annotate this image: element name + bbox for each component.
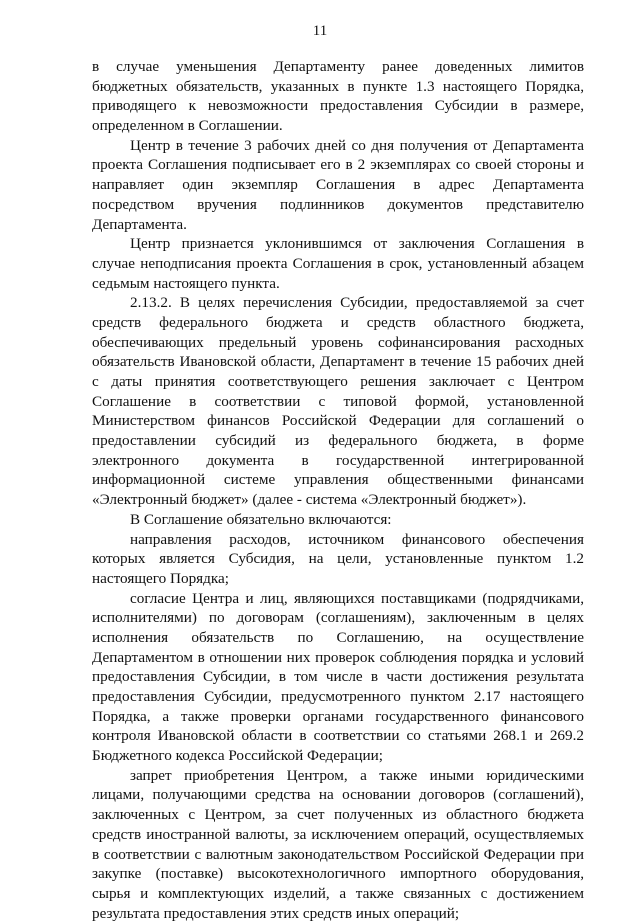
- text-line: 2.13.2. В целях перечисления Субсидии, предоставляемой за счет: [130, 294, 584, 312]
- document-body: [92, 57, 584, 923]
- paragraph: [92, 57, 584, 136]
- text-line: В Соглашение обязательно включаются:: [130, 510, 392, 528]
- text-line: Соглашение в соответствии с типовой формой, установленной: [92, 392, 584, 410]
- page-number: 11: [312, 23, 328, 39]
- text-line: которых является Субсидия, на цели, установленные пунктом 1.2: [92, 550, 584, 568]
- text-line: обеспечивающих предельный уровень софинансирования расходных: [92, 333, 584, 351]
- text-line: заключенных с Центром, за счет полученных из областного бюджета: [92, 806, 584, 824]
- text-line: проекта Соглашения подписывает его в 2 экземплярах со своей стороны и: [92, 156, 584, 174]
- text-line: предоставления Субсидии, в том числе в части достижения результата: [92, 668, 584, 686]
- text-line: запрет приобретения Центром, а также иными юридическими: [130, 766, 584, 784]
- paragraph: [92, 293, 584, 510]
- text-line: Департамента.: [92, 215, 187, 233]
- text-line: исполнения обязательств по Соглашению, на осуществление: [92, 628, 584, 646]
- text-line: исполнителями) по договорам (соглашениям), заключенным в целях: [92, 609, 584, 627]
- text-line: седьмым настоящего пункта.: [92, 274, 280, 292]
- text-line: в соответствии с валютным законодательством Российской Федерации при: [92, 845, 584, 863]
- text-line: лицами, получающими средства на основании договоров (соглашений),: [92, 786, 584, 804]
- text-line: электронного документа в государственной интегрированной: [92, 451, 584, 469]
- paragraph: [92, 530, 584, 589]
- text-line: случае неподписания проекта Соглашения в срок, установленный абзацем: [92, 254, 584, 272]
- text-line: информационной системе управления общественными финансами: [92, 471, 584, 489]
- text-line: сырья и комплектующих изделий, а также связанных с достижением: [92, 884, 584, 902]
- paragraph: [92, 589, 584, 766]
- text-line: посредством вручения подлинников документов представителю: [92, 195, 584, 213]
- text-line: настоящего Порядка;: [92, 569, 229, 587]
- text-line: Министерством финансов Российской Федерации для соглашений о: [92, 412, 584, 430]
- text-line: в случае уменьшения Департаменту ранее доведенных лимитов: [92, 58, 584, 75]
- text-line: Бюджетного кодекса Российской Федерации;: [92, 747, 383, 765]
- paragraph: [92, 766, 584, 923]
- text-line: Центр в течение 3 рабочих дней со дня получения от Департамента: [130, 136, 584, 154]
- text-line: Центр признается уклонившимся от заключения Соглашения в: [130, 235, 584, 253]
- text-line: закупке (поставке) высокотехнологичного импортного оборудования,: [92, 865, 584, 883]
- text-line: направляет один экземпляр Соглашения в адрес Департамента: [92, 176, 584, 194]
- text-line: определенном в Соглашении.: [92, 117, 283, 135]
- text-line: согласие Центра и лиц, являющихся поставщиками (подрядчиками,: [130, 589, 584, 607]
- text-line: Порядка, а также проверки органами государственного финансового: [92, 707, 584, 725]
- text-line: направления расходов, источником финансового обеспечения: [130, 530, 584, 548]
- paragraph: [92, 136, 584, 234]
- text-line: обязательств Ивановской области, Департамент в течение 15 рабочих дней: [92, 353, 584, 371]
- text-line: контроля Ивановской области в соответствии со статьями 268.1 и 269.2: [92, 727, 584, 745]
- text-line: приводящего к невозможности предоставления Субсидии в размере,: [92, 97, 584, 115]
- text-line: бюджетных обязательств, указанных в пункте 1.3 настоящего Порядка,: [92, 77, 584, 95]
- text-line: средств федерального бюджета и средств областного бюджета,: [92, 313, 584, 331]
- text-line: предоставлении субсидий из федерального бюджета, в форме: [92, 432, 584, 450]
- text-line: средств иностранной валюты, за исключением операций, осуществляемых: [92, 825, 584, 843]
- text-line: «Электронный бюджет» (далее - система «Электронный бюджет»).: [92, 491, 527, 509]
- text-line: результата предоставления этих средств иных операций;: [92, 904, 460, 922]
- paragraph: [92, 234, 584, 293]
- text-line: предоставления Субсидии, предусмотренного пунктом 2.17 настоящего: [92, 688, 584, 705]
- text-line: с даты принятия соответствующего решения заключает с Центром: [92, 373, 584, 390]
- paragraph: [92, 510, 584, 530]
- text-line: Департаментом в отношении них проверок соблюдения порядка и условий: [92, 648, 584, 666]
